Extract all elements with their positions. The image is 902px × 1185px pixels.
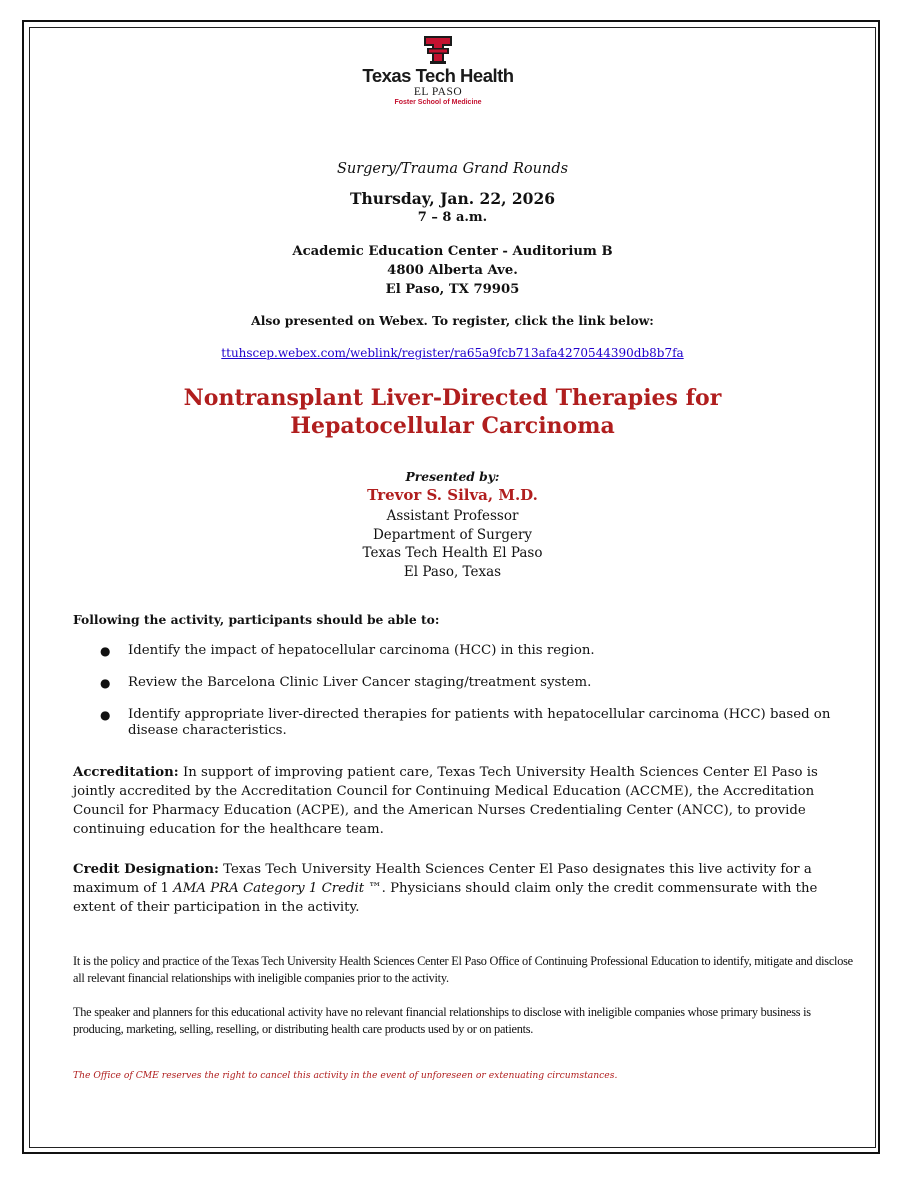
talk-title-line-2: Hepatocellular Carcinoma [290, 413, 615, 439]
logo-school: Foster School of Medicine [394, 99, 482, 106]
talk-title-line-1: Nontransplant Liver-Directed Therapies for [183, 385, 722, 411]
objective-item [73, 707, 863, 739]
event-time: 7 – 8 a.m. [417, 210, 488, 225]
speaker-department: Department of Surgery [372, 526, 533, 543]
objective-text: Identify the impact of hepatocellular carcinoma (HCC) in this region. [128, 643, 595, 658]
credit-text-after: . Physicians should claim only the credit commensurate with the extent of their participation in the activity. [73, 881, 818, 915]
venue-block [29, 242, 876, 299]
event-date: Thursday, Jan. 22, 2026 [349, 189, 556, 208]
credit-label: Credit Designation: [73, 862, 219, 877]
bullet-icon: ● [100, 708, 111, 722]
webex-link-line [29, 346, 876, 360]
financial-disclosure: The speaker and planners for this educational activity have no relevant financial relationships to disclose with ineligible companies whose primary business is producing, marketing, selling, reselling, or distributing health care products used by or on patients. [73, 1005, 811, 1036]
credit-name: AMA PRA Category 1 Credit ™ [173, 881, 382, 896]
venue-city-state: El Paso, TX 79905 [385, 282, 520, 297]
speaker-title: Assistant Professor [386, 508, 519, 524]
webex-register-link[interactable]: ttuhscep.webex.com/weblink/register/ra65a9fcb713afa4270544390db8b7fa [221, 346, 684, 360]
objective-item [73, 643, 863, 659]
texas-tech-health-logo [353, 35, 523, 145]
accreditation-label: Accreditation: [73, 765, 179, 780]
logo-name: Texas Tech Health [362, 65, 514, 86]
objectives-heading: Following the activity, participants should be able to: [73, 612, 440, 627]
presented-by-label: Presented by: [405, 469, 500, 484]
accreditation-paragraph [73, 763, 858, 839]
bullet-icon: ● [100, 676, 111, 690]
logo-city: EL PASO [413, 86, 463, 98]
venue-name: Academic Education Center - Auditorium B [292, 244, 613, 259]
speaker-institution: Texas Tech Health El Paso [362, 545, 543, 562]
credit-text-before: Texas Tech University Health Sciences Center El Paso designates this live activity for a maximum of 1 [73, 862, 812, 896]
double-t-logo-icon [423, 35, 453, 65]
speaker-location: El Paso, Texas [403, 564, 502, 581]
objective-text: Identify appropriate liver-directed therapies for patients with hepatocellular carcinoma (HCC) based on disease characteristics. [128, 707, 831, 738]
bullet-icon: ● [100, 644, 111, 658]
objectives-list [73, 643, 863, 755]
venue-street: 4800 Alberta Ave. [387, 263, 518, 278]
objective-text: Review the Barcelona Clinic Liver Cancer staging/treatment system. [128, 675, 592, 690]
credit-designation-paragraph [73, 860, 858, 917]
series-title: Surgery/Trauma Grand Rounds [336, 161, 569, 177]
speaker-info [29, 507, 876, 582]
talk-title [29, 384, 876, 440]
accreditation-text: In support of improving patient care, Texas Tech University Health Sciences Center El Paso is jointly accredited by the Accreditation Council for Continuing Medical Education (ACCME), the Accreditation Council for Pharmacy Education (ACPE), and the American Nurses Credentialing Center (ANCC), to provide continuing education for the healthcare team. [73, 765, 818, 837]
cancellation-note: The Office of CME reserves the right to cancel this activity in the event of unforeseen or extenuating circumstances. [73, 1070, 618, 1081]
speaker-name: Trevor S. Silva, M.D. [367, 486, 538, 504]
cpe-policy: It is the policy and practice of the Texas Tech University Health Sciences Center El Paso Office of Continuing Professional Education to identify, mitigate and disclose all relevant financial relationships with ineligible companies prior to the activity. [73, 954, 853, 985]
webex-note: Also presented on Webex. To register, click the link below: [251, 313, 654, 328]
objective-item [73, 675, 863, 691]
